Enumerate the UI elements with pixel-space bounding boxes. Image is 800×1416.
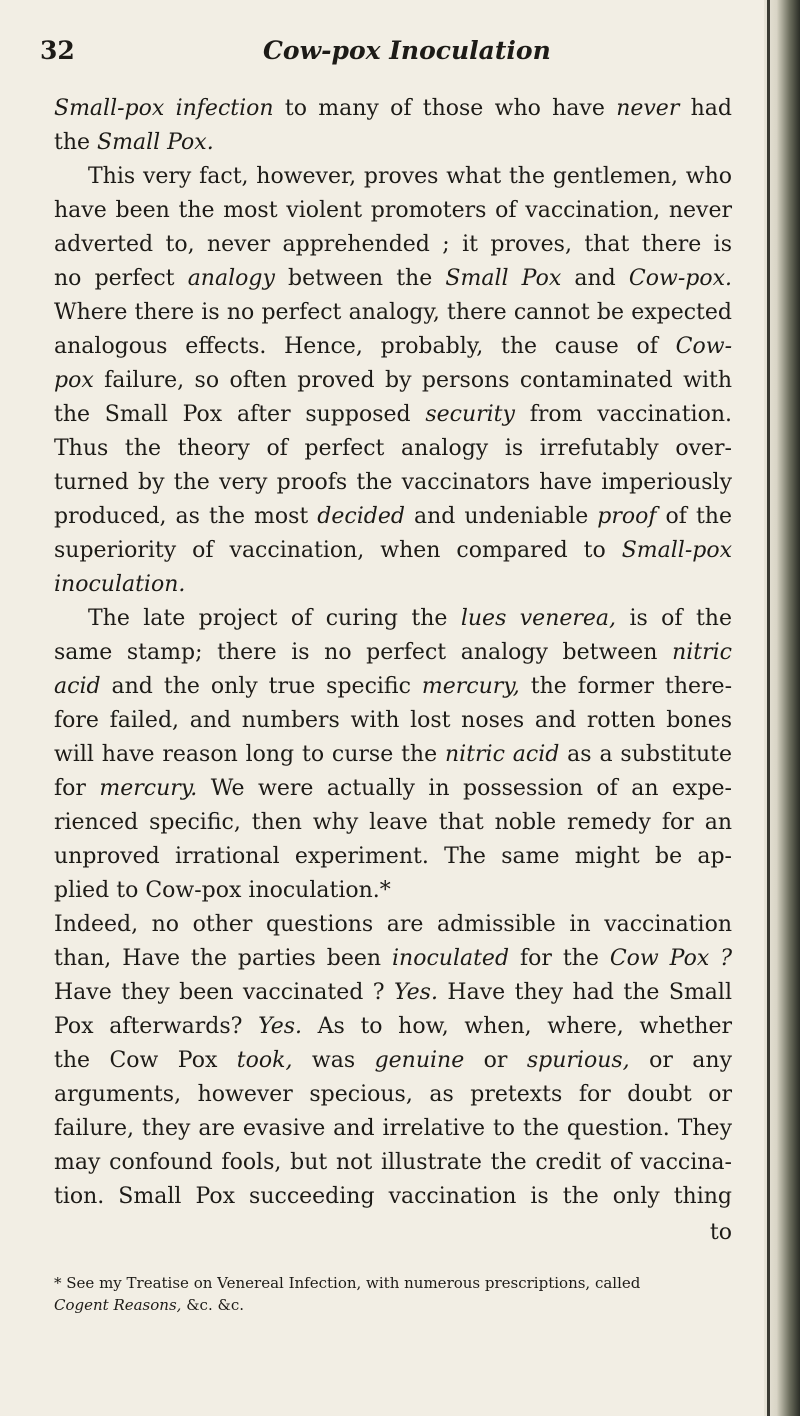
text-line: analogous effects. Hence, probably, the cause of Cow- — [54, 334, 732, 359]
text-line: the Small Pox. — [54, 130, 214, 155]
text-line: have been the most violent promoters of vaccination, never — [54, 198, 732, 223]
text-line: Small-pox infection to many of those who have never had — [54, 96, 733, 121]
text-line: turned by the very proofs the vaccinators have imperiously — [54, 470, 732, 495]
text-line: inoculation. — [54, 572, 186, 597]
text-line: This very fact, however, proves what the gentlemen, who — [88, 164, 732, 189]
text-line: unproved irrational experiment. The same might be ap- — [54, 844, 732, 869]
text-line: will have reason long to curse the nitric acid as a substitute — [54, 742, 732, 767]
text-line: than, Have the parties been inoculated for the Cow Pox ? — [54, 946, 732, 971]
page-header — [40, 36, 740, 76]
text-line: the Small Pox after supposed security from vaccination. — [54, 402, 732, 427]
text-line: plied to Cow-pox inoculation.* — [54, 878, 391, 903]
text-line: Thus the theory of perfect analogy is irrefutably over- — [54, 436, 732, 461]
text-line: The late project of curing the lues venerea, is of the — [88, 606, 732, 631]
footnote-continued: Cogent Reasons, &c. &c. — [54, 1296, 244, 1314]
text-line: pox failure, so often proved by persons contaminated with — [54, 368, 732, 393]
text-line: produced, as the most decided and undeniable proof of the — [54, 504, 732, 529]
text-line: fore failed, and numbers with lost noses and rotten bones — [54, 708, 732, 733]
page-number: 32 — [40, 36, 75, 65]
text-line: may confound fools, but not illustrate the credit of vaccina- — [54, 1150, 732, 1175]
footnote: * See my Treatise on Venereal Infection, with numerous prescriptions, called — [54, 1274, 641, 1292]
catchword: to — [709, 1220, 732, 1245]
text-line: adverted to, never apprehended ; it proves, that there is — [54, 232, 732, 257]
text-line: failure, they are evasive and irrelative to the question. They — [54, 1116, 732, 1141]
text-line: no perfect analogy between the Small Pox and Cow-pox. — [54, 266, 732, 291]
text-line: Have they been vaccinated ? Yes. Have they had the Small — [54, 980, 732, 1005]
text-line: acid and the only true specific mercury, the former there- — [54, 674, 733, 699]
text-line: Indeed, no other questions are admissible in vaccination — [54, 912, 732, 937]
text-line: rienced specific, then why leave that noble remedy for an — [54, 810, 732, 835]
text-line: for mercury. We were actually in possession of an expe- — [54, 776, 732, 801]
text-line: superiority of vaccination, when compared to Small-pox — [54, 538, 732, 563]
text-line: Pox afterwards? Yes. As to how, when, where, whether — [54, 1014, 732, 1039]
text-line: tion. Small Pox succeeding vaccination is the only thing — [54, 1184, 732, 1209]
text-line: same stamp; there is no perfect analogy between nitric — [54, 640, 732, 665]
page-edge-shadow — [767, 0, 770, 1416]
text-line: arguments, however specious, as pretexts for doubt or — [54, 1082, 732, 1107]
running-title: Cow-pox Inoculation — [263, 36, 551, 65]
text-line: Where there is no perfect analogy, there cannot be expected — [54, 300, 732, 325]
text-line: the Cow Pox took, was genuine or spurious, or any — [54, 1048, 732, 1073]
